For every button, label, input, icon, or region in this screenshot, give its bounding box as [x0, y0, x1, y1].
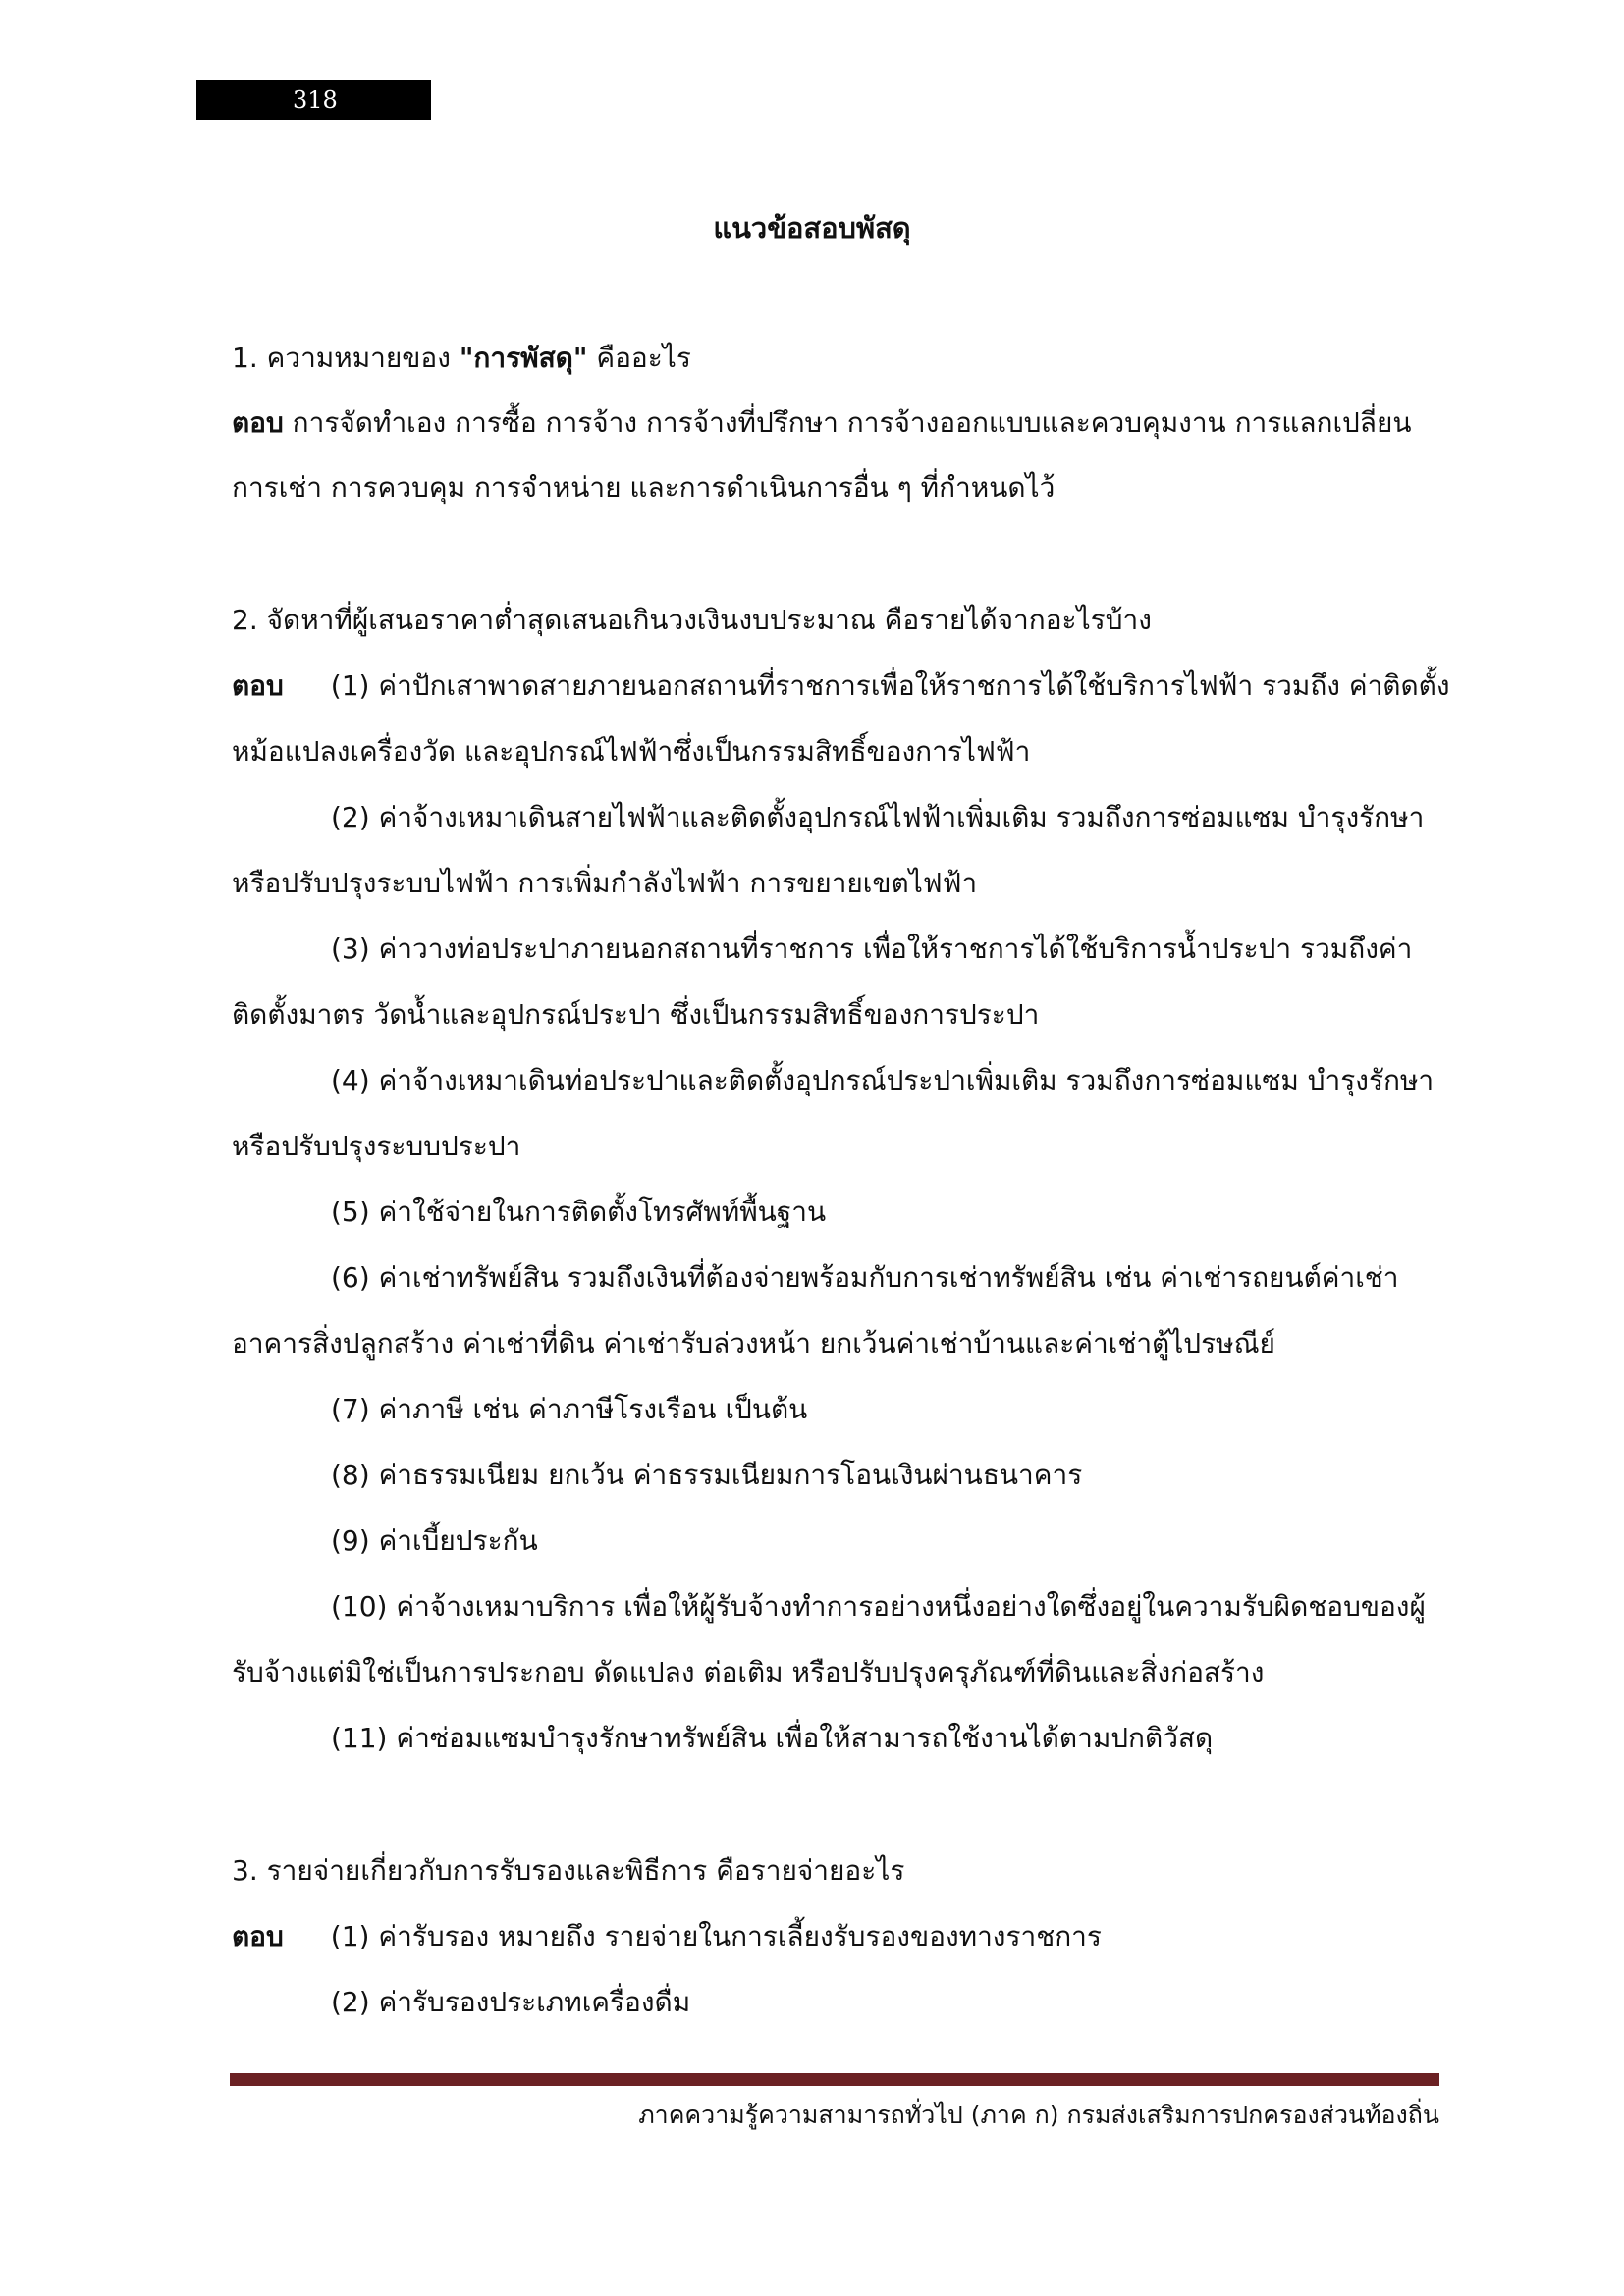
- answer-label: ตอบ: [232, 1920, 284, 1952]
- question-1: [232, 339, 691, 378]
- answer-2-item-6-line-2: อาคารสิ่งปลูกสร้าง ค่าเช่าที่ดิน ค่าเช่ารับล่วงหน้า ยกเว้นค่าเช่าบ้านและค่าเช่าตู้ไปรษณีย์: [232, 1327, 1275, 1360]
- answer-2-item-4-line-2: หรือปรับปรุงระบบประปา: [232, 1130, 521, 1162]
- answer-3-item-2: (2) ค่ารับรองประเภทเครื่องดื่ม: [331, 1986, 691, 2018]
- answer-2-item-2-line-2: หรือปรับปรุงระบบไฟฟ้า การเพิ่มกำลังไฟฟ้า การขยายเขตไฟฟ้า: [232, 867, 978, 899]
- answer-2-item-1-line-1: [232, 667, 1450, 706]
- answer-2-item-8: (8) ค่าธรรมเนียม ยกเว้น ค่าธรรมเนียมการโอนเงินผ่านธนาคาร: [331, 1459, 1083, 1491]
- answer-2-item-4-line-1: (4) ค่าจ้างเหมาเดินท่อประปาและติดตั้งอุปกรณ์ประปาเพิ่มเติม รวมถึงการซ่อมแซม บำรุงรักษา: [331, 1064, 1435, 1096]
- answer-2-item-2-line-1: (2) ค่าจ้างเหมาเดินสายไฟฟ้าและติดตั้งอุปกรณ์ไฟฟ้าเพิ่มเติม รวมถึงการซ่อมแซม บำรุงรักษา: [331, 801, 1425, 833]
- question-3: 3. รายจ่ายเกี่ยวกับการรับรองและพิธีการ คือรายจ่ายอะไร: [232, 1854, 905, 1887]
- answer-2-item-11: (11) ค่าซ่อมแซมบำรุงรักษาทรัพย์สิน เพื่อให้สามารถใช้งานได้ตามปกติวัสดุ: [331, 1722, 1214, 1754]
- question-1-suffix: คืออะไร: [587, 342, 691, 374]
- answer-2-item-1-text: (1) ค่าปักเสาพาดสายภายนอกสถานที่ราชการเพื่อให้ราชการได้ใช้บริการไฟฟ้า รวมถึง ค่าติดตั้ง: [330, 669, 1450, 702]
- answer-2-item-5: (5) ค่าใช้จ่ายในการติดตั้งโทรศัพท์พื้นฐาน: [331, 1196, 827, 1228]
- answer-3-item-1-text: (1) ค่ารับรอง หมายถึง รายจ่ายในการเลี้ยงรับรองของทางราชการ: [330, 1920, 1102, 1952]
- answer-label: ตอบ: [232, 406, 284, 439]
- page-title: แนวข้อสอบพัสดุ: [713, 211, 911, 244]
- page-number: 318: [293, 86, 338, 114]
- answer-2-item-7: (7) ค่าภาษี เช่น ค่าภาษีโรงเรือน เป็นต้น: [331, 1393, 808, 1425]
- answer-2-item-9: (9) ค่าเบี้ยประกัน: [331, 1524, 538, 1557]
- answer-2-item-10-line-1: (10) ค่าจ้างเหมาบริการ เพื่อให้ผู้รับจ้างทำการอย่างหนึ่งอย่างใดซึ่งอยู่ในความรับผิดชอบของผู้: [331, 1590, 1426, 1623]
- question-2: 2. จัดหาที่ผู้เสนอราคาต่ำสุดเสนอเกินวงเงินงบประมาณ คือรายได้จากอะไรบ้าง: [232, 604, 1152, 636]
- answer-2-item-6-line-1: (6) ค่าเช่าทรัพย์สิน รวมถึงเงินที่ต้องจ่ายพร้อมกับการเช่าทรัพย์สิน เช่น ค่าเช่ารถยนต์ค่าเช่า: [331, 1261, 1399, 1294]
- answer-3-item-1: [232, 1917, 1102, 1956]
- answer-2-item-1-line-2: หม้อแปลงเครื่องวัด และอุปกรณ์ไฟฟ้าซึ่งเป็นกรรมสิทธิ์ของการไฟฟ้า: [232, 735, 1031, 768]
- question-1-prefix: 1. ความหมายของ: [232, 342, 460, 374]
- answer-2-item-3-line-2: ติดตั้งมาตร วัดน้ำและอุปกรณ์ประปา ซึ่งเป็นกรรมสิทธิ์ของการประปา: [232, 998, 1040, 1031]
- answer-1-line-1: [232, 403, 1412, 443]
- answer-1-line-2: การเช่า การควบคุม การจำหน่าย และการดำเนินการอื่น ๆ ที่กำหนดไว้: [232, 471, 1056, 504]
- answer-label: ตอบ: [232, 669, 284, 702]
- answer-1-text: การจัดทำเอง การซื้อ การจ้าง การจ้างที่ปรึกษา การจ้างออกแบบและควบคุมงาน การแลกเปลี่ยน: [283, 406, 1412, 439]
- footer-rule: [230, 2073, 1439, 2086]
- footer-text: ภาคความรู้ความสามารถทั่วไป (ภาค ก) กรมส่งเสริมการปกครองส่วนท้องถิ่น: [638, 2101, 1439, 2129]
- answer-2-item-3-line-1: (3) ค่าวางท่อประปาภายนอกสถานที่ราชการ เพื่อให้ราชการได้ใช้บริการน้ำประปา รวมถึงค่า: [331, 933, 1413, 965]
- answer-2-item-10-line-2: รับจ้างแต่มิใช่เป็นการประกอบ ดัดแปลง ต่อเติม หรือปรับปรุงครุภัณฑ์ที่ดินและสิ่งก่อสร้าง: [232, 1656, 1265, 1688]
- question-1-term: "การพัสดุ": [459, 342, 588, 374]
